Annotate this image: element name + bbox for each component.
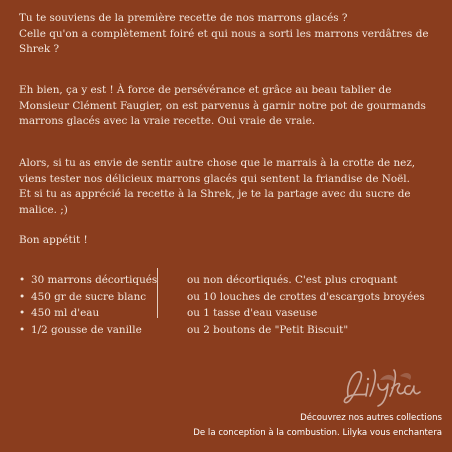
intro-paragraph: Tu te souviens de la première recette de nos marrons glacés ? Celle qu'on a complètement foiré et qui nous a sorti les marrons verdâtres de Shrek ? (19, 12, 429, 55)
ingredient-alternative: ou non décortiqués. C'est plus croquant (187, 274, 398, 286)
ingredient-row (19, 289, 439, 306)
bullet-icon: • (19, 307, 26, 319)
footer-tagline: Découvrez nos autres collections (300, 413, 442, 423)
lilyka-logo-icon (340, 362, 438, 408)
ingredient-item: 450 ml d'eau (31, 307, 100, 319)
ingredient-row (19, 272, 439, 289)
footer (193, 411, 442, 441)
ingredient-row (19, 305, 439, 322)
footer-slogan: De la conception à la combustion. Lilyka vous enchantera (193, 428, 442, 438)
bullet-icon: • (19, 290, 26, 303)
ingredient-list (19, 272, 439, 338)
ingredient-item: 30 marrons décortiqués (31, 274, 158, 286)
story-paragraph: Eh bien, ça y est ! À force de persévérance et grâce au beau tablier de Monsieur Clément Faugier, on est parvenus à garnir notre pot de gourmands marrons glacés avec la vraie recette. Oui vraie de vraie. (19, 84, 426, 127)
ingredient-alternative: ou 2 boutons de "Petit Biscuit" (187, 323, 349, 336)
bullet-icon: • (19, 323, 26, 336)
ingredient-item: 1/2 gousse de vanille (31, 323, 142, 336)
bon-appetit-text: Bon appétit ! (19, 234, 88, 246)
bullet-icon: • (19, 274, 26, 286)
ingredient-alternative: ou 10 louches de crottes d'escargots broyées (187, 290, 425, 303)
ingredient-alternative: ou 1 tasse d'eau vaseuse (187, 307, 318, 319)
ingredient-item: 450 gr de sucre blanc (31, 290, 147, 303)
invitation-paragraph: Alors, si tu as envie de sentir autre chose que le marrais à la crotte de nez, viens tester nos délicieux marrons glacés qui sentent la friandise de Noël. Et si tu as apprécié la recette à la Shrek, je te la partage avec du sucre de malice. ;) (19, 157, 416, 216)
ingredient-row (19, 322, 439, 339)
